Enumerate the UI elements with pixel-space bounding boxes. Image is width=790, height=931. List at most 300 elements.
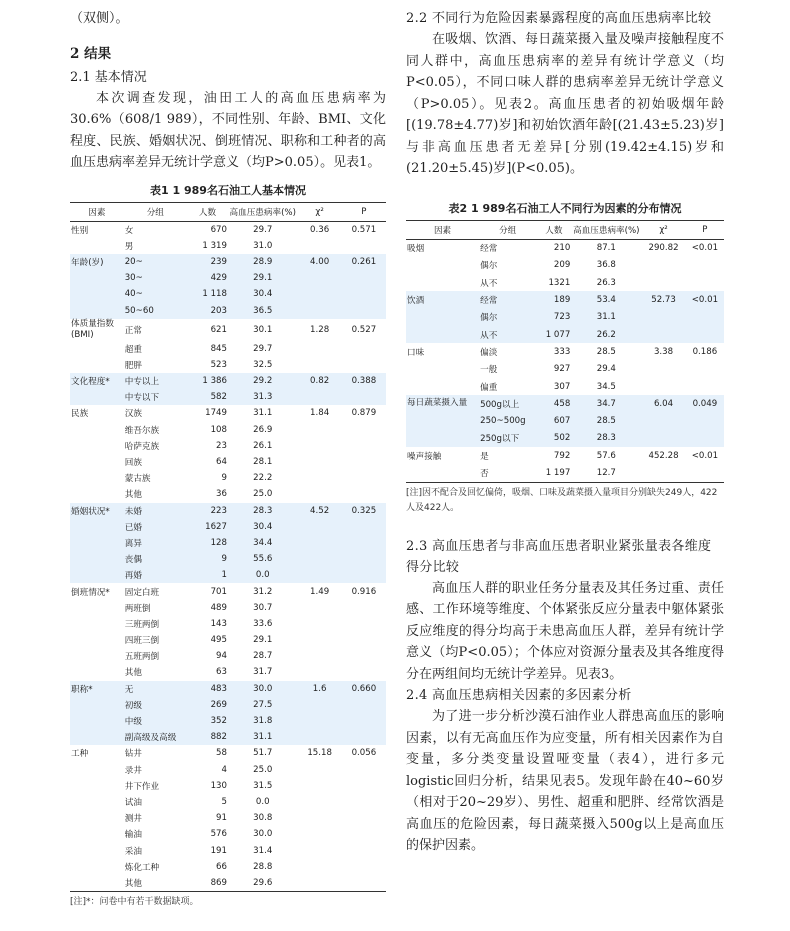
table2-factor-cell — [406, 378, 479, 395]
table2-group-cell: 从不 — [480, 278, 498, 289]
table2-rate-cell: 28.3 — [571, 430, 641, 447]
table1-chi-cell — [298, 341, 342, 357]
table1-count-cell: 23 — [216, 440, 227, 451]
table2-row — [406, 412, 724, 429]
table1-rate-cell: 32.5 — [253, 359, 273, 370]
table2-count-cell: 607 — [536, 412, 571, 429]
table1-count-cell: 239 — [187, 254, 228, 270]
table2-row — [406, 309, 724, 326]
table2-header-cell: 高血压患病率(%) — [571, 220, 641, 239]
table1-count-cell: 429 — [187, 270, 228, 286]
table1-chi-cell: 1.84 — [310, 408, 330, 419]
table1-p-cell: 0.056 — [351, 748, 377, 759]
table1-count-cell: 36 — [216, 489, 227, 500]
table1-p-cell — [342, 519, 386, 535]
table2-group-cell: 经常 — [480, 244, 498, 255]
table2-factor-cell: 饮酒 — [406, 291, 479, 308]
table1-chi-cell — [298, 762, 342, 778]
table1-factor-cell: 体质量指数(BMI) — [71, 318, 114, 340]
table2-rate-cell: 29.4 — [596, 364, 616, 375]
table2-header-cell: 分组 — [479, 220, 536, 239]
table1-p-cell — [342, 270, 386, 286]
table1-count-cell: 701 — [210, 586, 227, 597]
table2-row — [406, 378, 724, 395]
table2-factor-cell: 每日蔬菜摄入量 — [406, 395, 479, 412]
table1-chi-cell — [298, 567, 342, 583]
table1-p-cell: 0.388 — [342, 373, 386, 389]
table2-header-cell: 因素 — [406, 220, 479, 239]
table1-row — [70, 875, 386, 892]
table1-chi-cell — [298, 826, 342, 842]
table1-group-cell: 30~ — [124, 270, 187, 286]
table1-p-cell — [342, 302, 386, 318]
table1-factor-cell: 婚姻状况* — [70, 503, 124, 519]
table1-p-cell — [342, 810, 386, 826]
table1-count-cell: 352 — [187, 713, 228, 729]
table1-factor-cell: 民族 — [71, 409, 89, 420]
table1-header-cell: P — [342, 202, 386, 221]
table2-p-cell: 0.186 — [692, 346, 718, 357]
table1-chi-cell — [298, 600, 342, 616]
table1-factor-cell — [70, 270, 124, 286]
table1-p-cell — [342, 713, 386, 729]
table1-p-cell — [342, 842, 386, 858]
table2-chi-cell — [641, 464, 686, 482]
table1-group-cell: 输油 — [124, 830, 142, 841]
table1-group-cell: 丧偶 — [124, 551, 187, 567]
table2-p-cell: <0.01 — [686, 291, 724, 308]
table1-group-cell: 其他 — [124, 490, 142, 501]
table1-header-row — [70, 202, 386, 221]
table1-factor-cell — [70, 664, 124, 680]
table1-group-cell: 回族 — [124, 458, 142, 469]
table2-count-cell: 333 — [553, 346, 571, 357]
table1-group-cell: 超重 — [124, 344, 142, 355]
table1-row — [70, 810, 386, 826]
table2-chi-cell — [641, 378, 686, 395]
table1-group-cell: 未婚 — [124, 503, 187, 519]
table1-factor-cell — [70, 238, 124, 254]
table2-rate-cell: 34.7 — [571, 395, 641, 412]
table1-factor-cell: 职称* — [70, 681, 124, 697]
table1-chi-cell — [298, 713, 342, 729]
table2-count-cell: 210 — [553, 243, 571, 254]
table1-chi-cell: 1.28 — [310, 324, 330, 335]
table1-p-cell: 0.527 — [351, 324, 377, 335]
table1-group-cell: 测井 — [124, 814, 142, 825]
table2-chi-cell: 52.73 — [641, 291, 686, 308]
table1-rate-cell: 31.0 — [253, 240, 273, 251]
table1-row — [70, 778, 386, 794]
table1-chi-cell — [298, 729, 342, 745]
table2-factor-cell — [406, 274, 479, 291]
table1-row — [70, 221, 386, 238]
table1-factor-cell — [70, 286, 124, 302]
table2-p-cell — [686, 430, 724, 447]
table1-row — [70, 503, 386, 519]
table1-chi-cell — [298, 859, 342, 875]
table1-chi-cell: 1.6 — [298, 681, 342, 697]
table1-factor-cell — [70, 486, 124, 502]
table1-chi-cell — [298, 486, 342, 502]
table1-count-cell: 128 — [187, 535, 228, 551]
table1-count-cell: 9 — [221, 473, 227, 484]
table2-row — [406, 343, 724, 360]
table1-factor-cell — [70, 389, 124, 405]
table1-p-cell — [342, 486, 386, 502]
table1-rate-cell: 30.0 — [228, 681, 298, 697]
table2-note: [注]因不配合及回忆偏倚，吸烟、口味及蔬菜摄入量项目分别缺失249人，422人及422人。 — [406, 487, 718, 513]
paragraph-2-2: 在吸烟、饮酒、每日蔬菜摄入量及噪声接触程度不同人群中，高血压患病率的差异有统计学意义（均P<0.05），不同口味人群的患病率差异无统计学意义（P>0.05）。见表2。高血压患者的初始吸烟年龄[(19.78±4.77)岁]和初始饮酒年龄[(21.43±5.23)岁]与非高血压患者无差异[分别(19.42±4.15)岁和(21.20±5.45)岁](P<0.05)。 — [406, 32, 724, 176]
table2-group-cell: 偶尔 — [480, 261, 498, 272]
table1-rate-cell: 28.1 — [253, 457, 273, 468]
table1-p-cell — [342, 826, 386, 842]
table1-p-cell — [342, 238, 386, 254]
table1-row — [70, 454, 386, 470]
table1-rate-cell: 28.9 — [228, 254, 298, 270]
table1-chi-cell: 0.82 — [298, 373, 342, 389]
table1-factor-cell — [70, 357, 124, 373]
paragraph-2-3: 高血压人群的职业任务分量表及其任务过重、责任感、工作环境等维度、个体紧张反应分量表中躯体紧张反应维度的得分均高于未患高血压人群，差异有统计学意义（均P<0.05）；个体应对资源分量表及其各维度得分在两组间均无统计学差异。见表3。 — [406, 580, 724, 682]
table1-p-cell: 0.660 — [342, 681, 386, 697]
table1-rate-cell: 29.7 — [253, 343, 273, 354]
table1-rate-cell: 28.8 — [253, 861, 273, 872]
table1-group-cell: 两班倒 — [124, 603, 151, 614]
table1-count-cell: 495 — [210, 635, 227, 646]
table1-factor-cell: 年龄(岁) — [70, 254, 124, 270]
table2-group-cell: 500g以上 — [479, 395, 536, 412]
table1-count-cell: 269 — [187, 697, 228, 713]
table2-group-cell: 偏重 — [480, 382, 498, 393]
table1-row — [70, 600, 386, 616]
table2-count-cell: 1321 — [548, 277, 571, 288]
table1-group-cell: 中专以上 — [124, 373, 187, 389]
table1-p-cell — [342, 389, 386, 405]
table1-chi-cell — [298, 875, 342, 892]
table1-chi-cell — [298, 302, 342, 318]
table2-factor-cell — [406, 309, 479, 326]
table1-factor-cell: 文化程度* — [70, 373, 124, 389]
table1-group-cell: 50~60 — [124, 302, 187, 318]
table2-chi-cell — [641, 326, 686, 343]
table2-count-cell: 792 — [553, 450, 571, 461]
table1-header-cell: 高血压患病率(%) — [228, 202, 298, 221]
table1-chi-cell: 4.52 — [298, 503, 342, 519]
table1-row — [70, 519, 386, 535]
table1-factor-cell — [70, 648, 124, 664]
table2-group-cell: 偏淡 — [480, 347, 498, 358]
table1-factor-cell: 性别 — [71, 225, 89, 236]
table1-count-cell: 108 — [210, 424, 227, 435]
table1-rate-cell: 0.0 — [255, 796, 270, 807]
table2-chi-cell — [641, 309, 686, 326]
table1-p-cell — [342, 794, 386, 810]
table2-header-cell: χ² — [641, 220, 686, 239]
table1-rate-cell: 55.6 — [228, 551, 298, 567]
table2-rate-cell: 28.5 — [596, 346, 616, 357]
table1-count-cell: 203 — [187, 302, 228, 318]
table1-rate-cell: 36.5 — [228, 302, 298, 318]
table1-count-cell: 845 — [210, 343, 227, 354]
table1-group-cell: 五班两倒 — [124, 652, 160, 663]
table1-rate-cell: 31.2 — [253, 586, 273, 597]
table1-chi-cell: 15.18 — [307, 748, 332, 759]
table1-rate-cell: 31.5 — [253, 780, 273, 791]
table1-row — [70, 664, 386, 680]
table2-header-cell: 人数 — [536, 220, 571, 239]
table1-factor-cell — [70, 697, 124, 713]
table1-group-cell: 录井 — [124, 765, 142, 776]
table1-body — [70, 221, 386, 892]
table1-rate-cell: 31.1 — [253, 408, 273, 419]
table1-factor-cell — [70, 842, 124, 858]
table2-factor-cell — [406, 257, 479, 274]
table1-chi-cell — [298, 664, 342, 680]
table1-rate-cell: 30.4 — [228, 286, 298, 302]
table1-chi-cell — [298, 794, 342, 810]
table1-rate-cell: 30.7 — [253, 602, 273, 613]
table1-group-cell: 维吾尔族 — [124, 425, 160, 436]
table2-count-cell: 502 — [536, 430, 571, 447]
table1-factor-cell — [70, 713, 124, 729]
table2-count-cell: 458 — [536, 395, 571, 412]
table1-rate-cell: 29.1 — [228, 270, 298, 286]
table1-count-cell: 483 — [187, 681, 228, 697]
table2-row — [406, 326, 724, 343]
table1-rate-cell: 22.2 — [253, 473, 273, 484]
paragraph-2-4: 为了进一步分析沙漠石油作业人群患高血压的影响因素，以有无高血压作为应变量，所有相关因素作为自变量，多分类变量设置哑变量（表4），进行多元logistic回归分析，结果见表5。发现年龄在40~60岁（相对于20~29岁）、男性、超重和肥胖、经常饮酒是高血压的危险因素，每日蔬菜摄入500g以上是高血压的保护因素。 — [406, 709, 724, 854]
table1-rate-cell: 28.7 — [253, 651, 273, 662]
table1-row — [70, 422, 386, 438]
table2-chi-cell: 3.38 — [653, 346, 674, 357]
table1-row — [70, 486, 386, 502]
table2-header-cell: P — [686, 220, 724, 239]
table1-group-cell: 汉族 — [124, 409, 142, 420]
table2-row — [406, 257, 724, 274]
table1-row — [70, 270, 386, 286]
table1-count-cell: 1749 — [205, 408, 227, 419]
table1-count-cell: 143 — [210, 618, 227, 629]
table2-factor-cell: 口味 — [407, 347, 425, 358]
table2-rate-cell: 57.6 — [596, 450, 616, 461]
table1-group-cell: 蒙古族 — [124, 474, 151, 485]
table2-rate-cell: 26.3 — [596, 277, 616, 288]
table1-rate-cell: 29.1 — [253, 635, 273, 646]
table1-p-cell: 0.916 — [351, 586, 377, 597]
table2-count-cell: 723 — [536, 309, 571, 326]
table1-rate-cell: 31.4 — [253, 845, 273, 856]
table2-factor-cell: 噪声接触 — [407, 451, 442, 462]
table1-row — [70, 745, 386, 761]
right-column — [406, 8, 724, 857]
table2-chi-cell: 6.04 — [641, 395, 686, 412]
table1-p-cell: 0.261 — [342, 254, 386, 270]
table1-chi-cell — [298, 286, 342, 302]
table1-p-cell — [342, 859, 386, 875]
table2-rate-cell: 53.4 — [571, 291, 641, 308]
table1-count-cell: 576 — [210, 829, 227, 840]
table1-row — [70, 826, 386, 842]
table1-rate-cell: 28.3 — [228, 503, 298, 519]
table1-p-cell — [342, 567, 386, 583]
table1-row — [70, 762, 386, 778]
table1-count-cell: 223 — [187, 503, 228, 519]
table1-header-cell: 分组 — [124, 202, 187, 221]
table1-p-cell — [342, 470, 386, 486]
table1-p-cell — [342, 875, 386, 892]
table1-chi-cell — [298, 270, 342, 286]
table1-count-cell: 66 — [216, 861, 227, 872]
table2-body — [406, 239, 724, 482]
table2-p-cell — [686, 464, 724, 482]
table1-rate-cell: 31.1 — [228, 729, 298, 745]
table1-rate-cell: 30.0 — [253, 829, 273, 840]
table1-factor-cell — [70, 600, 124, 616]
table2-group-cell: 否 — [479, 464, 536, 482]
table1-count-cell: 191 — [210, 845, 227, 856]
table1-group-cell: 中专以下 — [124, 389, 187, 405]
table2-factor-cell — [406, 464, 479, 482]
table1-group-cell: 副高级及高级 — [124, 729, 187, 745]
table1-chi-cell — [298, 551, 342, 567]
table2-row — [406, 430, 724, 447]
table2-rate-cell: 12.7 — [571, 464, 641, 482]
table2-p-cell — [686, 274, 724, 291]
table1-rate-cell: 25.0 — [253, 489, 273, 500]
table2-chi-cell — [641, 274, 686, 291]
table1-chi-cell — [298, 810, 342, 826]
table2-row — [406, 447, 724, 464]
table2-rate-cell: 28.5 — [571, 412, 641, 429]
table2-group-cell: 是 — [480, 451, 489, 462]
subsection-2-2-heading: 2.2 不同行为危险因素暴露程度的高血压患病率比较 — [406, 11, 712, 26]
table1-rate-cell: 29.7 — [253, 224, 273, 235]
table1-count-cell: 621 — [210, 324, 227, 335]
table1-note: [注]*：问卷中有若干数据缺项。 — [70, 897, 199, 907]
table2-count-cell: 927 — [553, 364, 571, 375]
table2-count-cell: 209 — [553, 260, 571, 271]
table1-chi-cell — [298, 535, 342, 551]
table1-count-cell: 94 — [216, 651, 227, 662]
table1-chi-cell: 0.36 — [310, 224, 330, 235]
table1-count-cell: 5 — [221, 796, 227, 807]
table1-factor-cell — [70, 341, 124, 357]
table1-chi-cell — [298, 238, 342, 254]
table1-header-cell: 人数 — [187, 202, 228, 221]
table1-chi-cell — [298, 422, 342, 438]
table1-group-cell: 采油 — [124, 846, 142, 857]
table1-rate-cell: 33.6 — [253, 618, 273, 629]
table2-row — [406, 464, 724, 482]
table1-row — [70, 286, 386, 302]
left-column — [70, 8, 386, 910]
table1-p-cell: 0.325 — [342, 503, 386, 519]
table1-rate-cell: 31.3 — [228, 389, 298, 405]
table1-p-cell — [342, 341, 386, 357]
table1-row — [70, 535, 386, 551]
table1-row — [70, 697, 386, 713]
table1-chi-cell — [298, 357, 342, 373]
table1-row — [70, 373, 386, 389]
table1-factor-cell — [70, 470, 124, 486]
table1-group-cell: 其他 — [124, 668, 142, 679]
table1-row — [70, 583, 386, 599]
table1-factor-cell — [70, 519, 124, 535]
table2-p-cell — [686, 412, 724, 429]
table2-p-cell — [686, 257, 724, 274]
table2-row — [406, 239, 724, 257]
table1-count-cell: 882 — [187, 729, 228, 745]
table2-row — [406, 361, 724, 378]
table1-rate-cell: 31.7 — [253, 667, 273, 678]
table2-chi-cell: 290.82 — [648, 243, 679, 254]
table1-factor-cell — [70, 302, 124, 318]
table2-rate-cell: 34.5 — [596, 381, 616, 392]
subsection-2-3-heading: 2.3 高血压患者与非高血压患者职业紧张量表各维度得分比较 — [406, 538, 712, 575]
table1-row — [70, 405, 386, 421]
table1-p-cell — [342, 600, 386, 616]
table1-row — [70, 859, 386, 875]
table2-p-cell — [686, 309, 724, 326]
table1-rate-cell: 26.9 — [253, 424, 273, 435]
table2-header-row — [406, 220, 724, 239]
table2-caption: 表2 1 989名石油工人不同行为因素的分布情况 — [448, 201, 682, 215]
subsection-2-4-heading: 2.4 高血压患病相关因素的多因素分析 — [406, 688, 632, 704]
table1-p-cell — [342, 729, 386, 745]
paragraph-2-1: 本次调查发现，油田工人的高血压患病率为30.6%（608/1 989），不同性别、年龄、BMI、文化程度、民族、婚姻状况、倒班情况、职称和工种者的高血压患病率差异无统计学意义（均P>0.05）。见表1。 — [70, 90, 386, 170]
table1-row — [70, 632, 386, 648]
table1-row — [70, 389, 386, 405]
table1-group-cell: 再婚 — [124, 567, 187, 583]
table1-row — [70, 567, 386, 583]
table2-rate-cell: 26.2 — [571, 326, 641, 343]
table1-factor-cell — [70, 778, 124, 794]
table1-group-cell: 炼化工种 — [124, 862, 160, 873]
table1-count-cell: 670 — [210, 224, 227, 235]
table1-rate-cell: 34.4 — [228, 535, 298, 551]
table1-chi-cell — [298, 632, 342, 648]
table2-p-cell: <0.01 — [691, 243, 719, 254]
table1-p-cell — [342, 778, 386, 794]
table1-group-cell: 肥胖 — [124, 360, 142, 371]
table1-p-cell — [342, 632, 386, 648]
table1-rate-cell: 0.0 — [228, 567, 298, 583]
table1-row — [70, 357, 386, 373]
subsection-2-1-heading: 2.1 基本情况 — [70, 69, 147, 85]
table1-chi-cell — [298, 389, 342, 405]
table1-count-cell: 58 — [216, 748, 227, 759]
table1-rate-cell: 51.7 — [253, 748, 273, 759]
table1-rate-cell: 30.4 — [228, 519, 298, 535]
table1-p-cell: 0.571 — [351, 224, 377, 235]
table1-count-cell: 1 — [187, 567, 228, 583]
table1-row — [70, 842, 386, 858]
table2-count-cell: 189 — [536, 291, 571, 308]
table2-p-cell: <0.01 — [691, 450, 719, 461]
table1-row — [70, 713, 386, 729]
table1-group-cell: 固定白班 — [124, 587, 160, 598]
table1-group-cell: 男 — [124, 241, 134, 252]
table2-row — [406, 291, 724, 308]
table1-chi-cell — [298, 454, 342, 470]
table2-chi-cell — [641, 412, 686, 429]
table2-chi-cell — [641, 430, 686, 447]
table2-factor-cell: 吸烟 — [407, 244, 425, 255]
table2-chi-cell — [641, 257, 686, 274]
table1-factor-cell: 倒班情况* — [71, 587, 110, 598]
table2-factor-cell — [406, 361, 479, 378]
table2-chi-cell — [641, 361, 686, 378]
